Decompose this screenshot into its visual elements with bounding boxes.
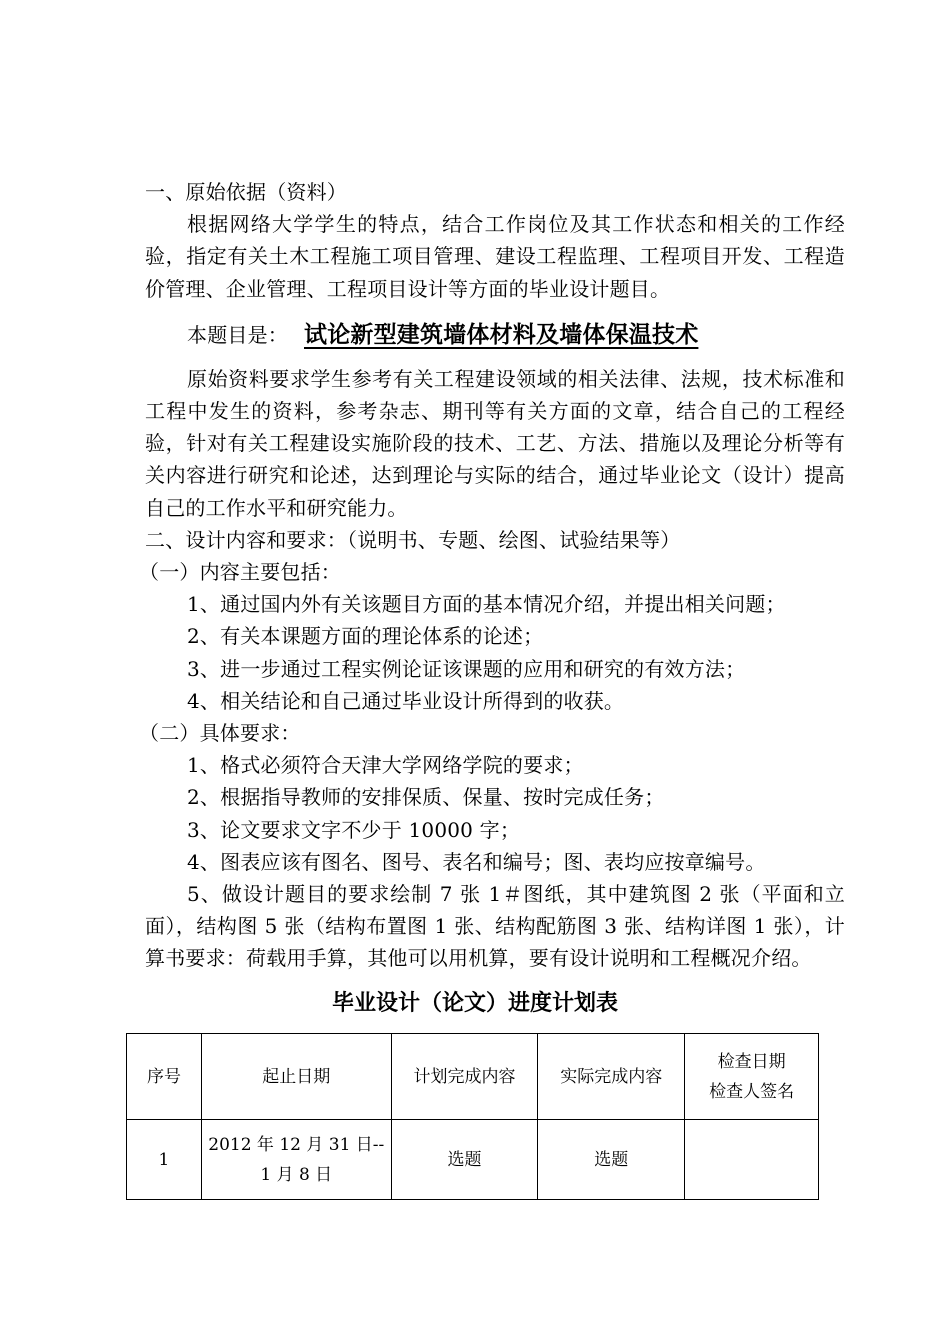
section2-heading: 二、设计内容和要求：（说明书、专题、绘图、试验结果等）: [145, 527, 681, 552]
sub2-item: 5、做设计题目的要求绘制 7 张 1＃图纸，其中建筑图 2 张（平面和立面），结构图 5 张（结构布置图 1 张、结构配筋图 3 张、结构详图 1 张），计算书要求：荷载用手算，其他可以用机算，要有设计说明和工程概况介绍。: [145, 882, 845, 971]
schedule-title: 毕业设计（论文）进度计划表: [331, 991, 618, 1016]
header-planned: 计划完成内容: [391, 1034, 538, 1120]
header-check: [685, 1034, 819, 1120]
section1-heading: 一、原始依据（资料）: [145, 180, 347, 204]
header-dates: 起止日期: [201, 1034, 391, 1120]
topic-label: 本题目是：: [187, 322, 288, 347]
header-check-date: 检查日期: [717, 1051, 786, 1072]
schedule-table: [126, 1033, 819, 1200]
sub1-item: 4、相关结论和自己通过毕业设计所得到的收获。: [187, 688, 625, 713]
cell-actual: 选题: [538, 1120, 685, 1200]
sub1-item: 2、有关本课题方面的理论体系的论述；: [187, 624, 544, 649]
sub1-item: 3、进一步通过工程实例论证该课题的应用和研究的有效方法；: [187, 656, 746, 681]
header-checker: 检查人签名: [709, 1081, 795, 1102]
date-line-1: 2012 年 12 月 31 日--: [208, 1134, 385, 1155]
cell-dates: [201, 1120, 391, 1200]
topic-line: [145, 313, 845, 357]
sub2-item: 2、根据指导教师的安排保质、保量、按时完成任务；: [187, 785, 665, 810]
header-actual: 实际完成内容: [538, 1034, 685, 1120]
document-body: [139, 176, 845, 975]
topic-title: 试论新型建筑墙体材料及墙体保温技术: [304, 321, 699, 348]
section1-paragraph-1: 根据网络大学学生的特点，结合工作岗位及其工作状态和相关的工作经验，指定有关土木工程施工项目管理、建设工程监理、工程项目开发、工程造价管理、企业管理、工程项目设计等方面的毕业设计题目。: [145, 212, 845, 301]
sub2-item: 1、格式必须符合天津大学网络学院的要求；: [187, 753, 584, 778]
sub1-item: 1、通过国内外有关该题目方面的基本情况介绍，并提出相关问题；: [187, 592, 786, 617]
date-line-2: 1 月 8 日: [260, 1164, 333, 1185]
cell-planned: 选题: [391, 1120, 538, 1200]
sub2-heading: （二）具体要求：: [139, 721, 301, 746]
section1-paragraph-2: 原始资料要求学生参考有关工程建设领域的相关法律、法规，技术标准和工程中发生的资料，参考杂志、期刊等有关方面的文章，结合自己的工程经验，针对有关工程建设实施阶段的技术、工艺、方法、措施以及理论分析等有关内容进行研究和论述，达到理论与实际的结合，通过毕业论文（设计）提高自己的工作水平和研究能力。: [145, 366, 845, 520]
sub1-heading: （一）内容主要包括：: [139, 560, 341, 585]
header-no: 序号: [127, 1034, 202, 1120]
sub2-item: 3、论文要求文字不少于 10000 字；: [187, 817, 521, 842]
cell-check: [685, 1120, 819, 1200]
sub2-item: 4、图表应该有图名、图号、表名和编号；图、表均应按章编号。: [187, 849, 766, 874]
table-header-row: [127, 1034, 819, 1120]
table-row: [127, 1120, 819, 1200]
cell-no: 1: [127, 1120, 202, 1200]
